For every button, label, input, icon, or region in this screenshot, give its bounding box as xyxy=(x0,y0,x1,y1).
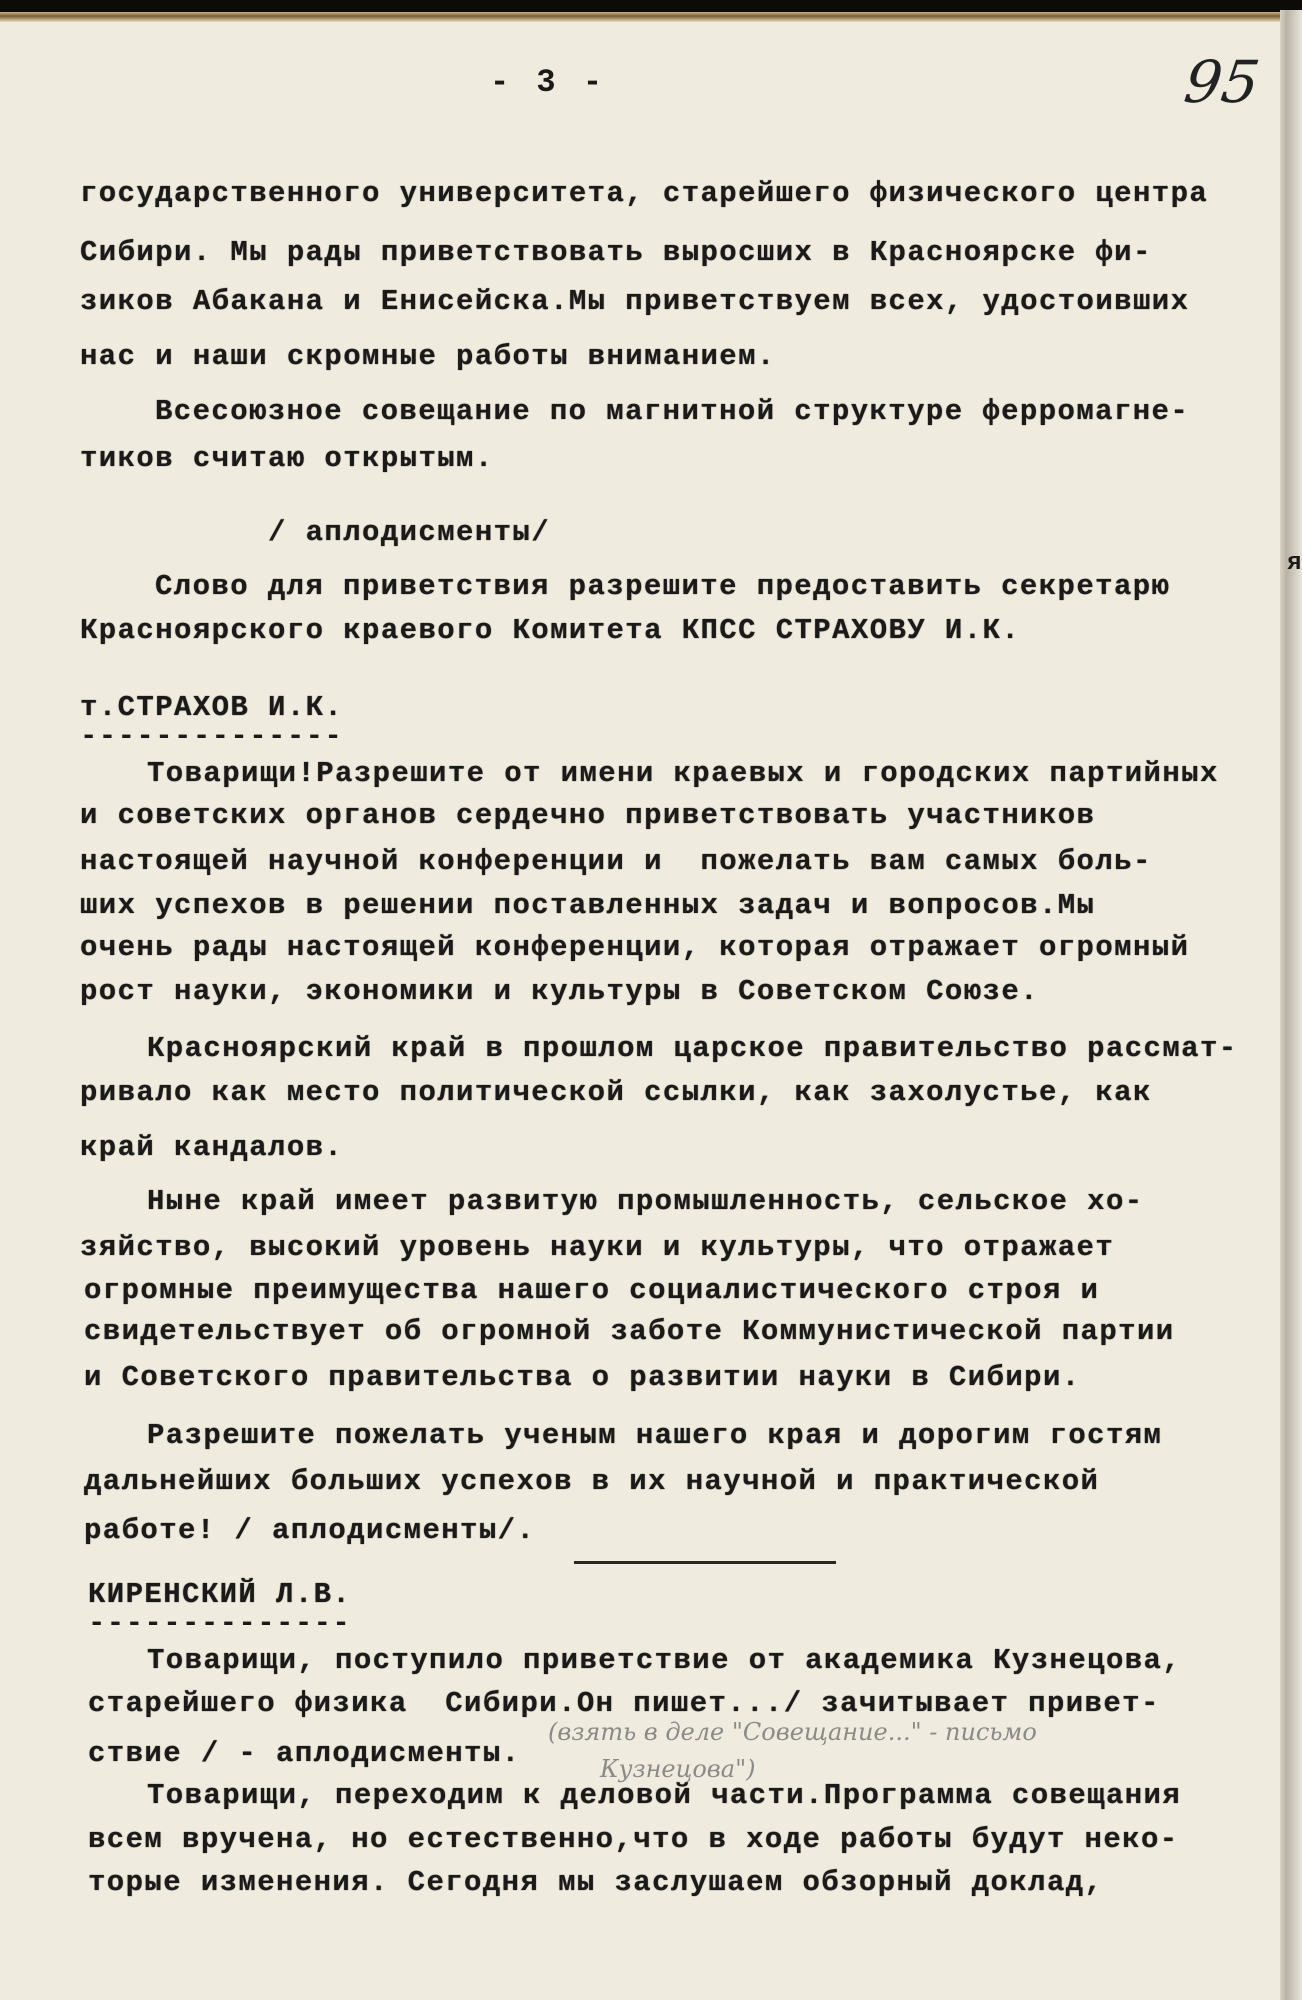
text-line: Товарищи!Разрешите от имени краевых и городских партийных xyxy=(147,757,1219,790)
text-line: торые изменения. Сегодня мы заслушаем обзорный доклад, xyxy=(88,1866,1104,1899)
text-line: Товарищи, переходим к деловой части.Программа совещания xyxy=(147,1779,1182,1812)
text-line: Разрешите пожелать ученым нашего края и дорогим гостям xyxy=(147,1419,1163,1452)
text-line: старейшего физика Сибири.Он пишет.../ зачитывает привет- xyxy=(88,1687,1160,1720)
speaker-heading: т.СТРАХОВ И.К. xyxy=(80,691,344,724)
page-right-edge xyxy=(1280,10,1302,2000)
text-line: и советских органов сердечно приветствовать участников xyxy=(80,799,1096,832)
text-line: тиков считаю открытым. xyxy=(80,442,494,475)
text-line: огромные преимущества нашего социалистического строя и xyxy=(84,1274,1100,1307)
text-line: государственного университета, старейшего физического центра xyxy=(80,177,1209,210)
handwritten-folio-number: 95 xyxy=(1180,48,1264,116)
text-line: Товарищи, поступило приветствие от академика Кузнецова, xyxy=(147,1644,1182,1677)
page-number: - 3 - xyxy=(490,64,607,101)
text-line: ривало как место политической ссылки, как захолустье, как xyxy=(80,1076,1152,1109)
text-line: всем вручена, но естественно,что в ходе работы будут неко- xyxy=(88,1823,1179,1856)
handwritten-note: (взять в деле "Совещание..." - письмо xyxy=(548,1718,1037,1746)
text-line: Слово для приветствия разрешите предоставить секретарю xyxy=(155,570,1171,603)
text-line: зиков Абакана и Енисейска.Мы приветствуем всех, удостоивших xyxy=(80,285,1190,318)
speaker-underline: -------------- xyxy=(88,1607,352,1640)
text-line: работе! / аплодисменты/. xyxy=(84,1514,536,1547)
margin-mark: я xyxy=(1287,550,1302,577)
text-line: Ныне край имеет развитую промышленность, сельское хо- xyxy=(147,1185,1144,1218)
text-line: Всесоюзное совещание по магнитной структуре ферромагне- xyxy=(155,395,1190,428)
text-line: ствие / - аплодисменты. xyxy=(88,1737,521,1770)
speaker-underline: -------------- xyxy=(80,720,344,753)
text-line: и Советского правительства о развитии науки в Сибири. xyxy=(84,1361,1081,1394)
text-line: Сибири. Мы рады приветствовать выросших в Красноярске фи- xyxy=(80,236,1152,269)
text-line: ших успехов в решении поставленных задач и вопросов.Мы xyxy=(80,889,1096,922)
section-divider xyxy=(574,1561,836,1564)
text-line: дальнейших больших успехов в их научной и практической xyxy=(84,1465,1100,1498)
text-line: / аплодисменты/ xyxy=(268,516,551,549)
text-line: нас и наши скромные работы вниманием. xyxy=(80,340,776,373)
text-line: очень рады настоящей конференции, которая отражает огромный xyxy=(80,931,1190,964)
handwritten-note: Кузнецова") xyxy=(600,1755,756,1783)
text-line: настоящей научной конференции и пожелать вам самых боль- xyxy=(80,845,1152,878)
text-line: свидетельствует об огромной заботе Коммунистической партии xyxy=(84,1315,1175,1348)
text-line: Красноярский край в прошлом царское правительство рассмат- xyxy=(147,1032,1238,1065)
speaker-heading: КИРЕНСКИЙ Л.В. xyxy=(88,1578,352,1611)
text-line: край кандалов. xyxy=(80,1131,344,1164)
text-line: рост науки, экономики и культуры в Советском Союзе. xyxy=(80,975,1039,1008)
page-top-edge xyxy=(0,12,1280,22)
text-line: зяйство, высокий уровень науки и культуры, что отражает xyxy=(80,1231,1115,1264)
text-line: Красноярского краевого Комитета КПСС СТРАХОВУ И.К. xyxy=(80,614,1021,647)
